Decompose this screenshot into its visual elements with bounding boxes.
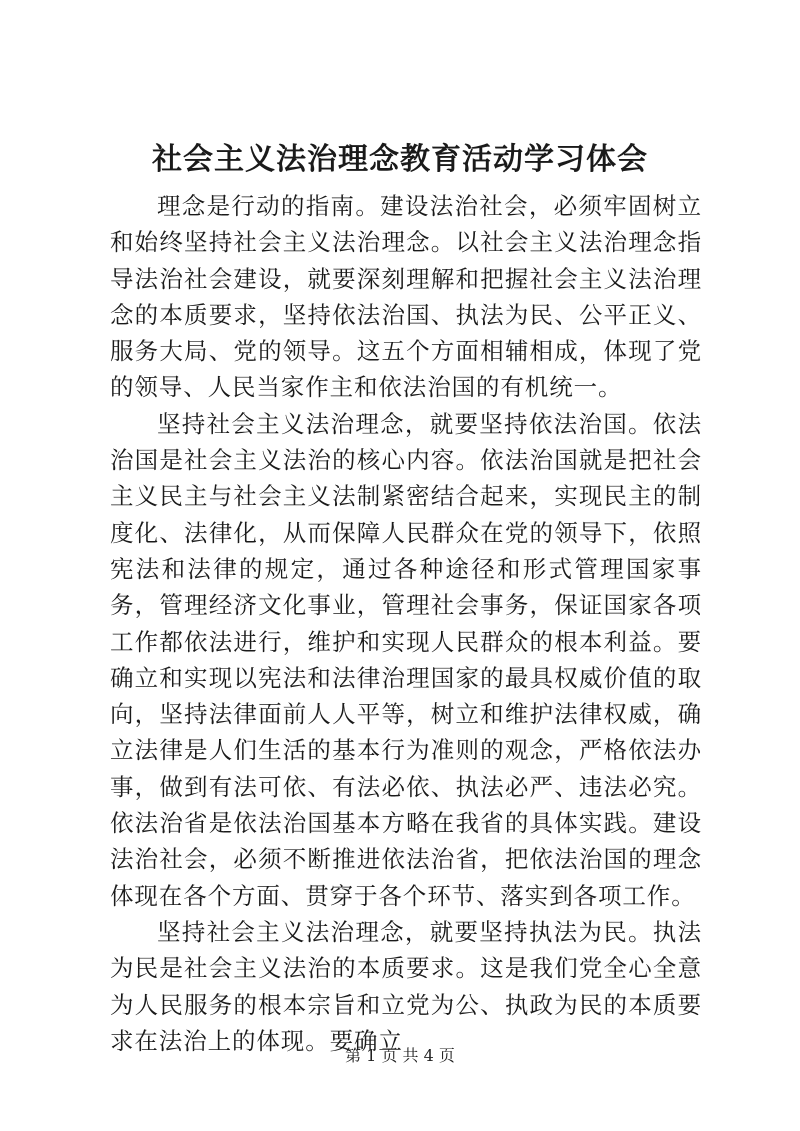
document-body [110,188,702,1059]
document-title: 社会主义法治理念教育活动学习体会 [152,142,648,177]
paragraph: 坚持社会主义法治理念，就要坚持依法治国。依法治国是社会主义法治的核心内容。依法治国就是把社会主义民主与社会主义法制紧密结合起来，实现民主的制度化、法律化，从而保障人民群众在党的领导下，依照宪法和法律的规定，通过各种途径和形式管理国家事务，管理经济文化事业，管理社会事务，保证国家各项工作都依法进行，维护和实现人民群众的根本利益。要确立和实现以宪法和法律治理国家的最具权威价值的取向，坚持法律面前人人平等，树立和维护法律权威，确立法律是人们生活的基本行为准则的观念，严格依法办事，做到有法可依、有法必依、执法必严、违法必究。依法治省是依法治国基本方略在我省的具体实践。建设法治社会，必须不断推进依法治省，把依法治国的理念体现在各个方面、贯穿于各个环节、落实到各项工作。 [110,409,702,910]
page-number-footer: 第 1 页 共 4 页 [345,1046,455,1065]
paragraph: 理念是行动的指南。建设法治社会，必须牢固树立和始终坚持社会主义法治理念。以社会主义法治理念指导法治社会建设，就要深刻理解和把握社会主义法治理念的本质要求，坚持依法治国、执法为民、公平正义、服务大局、党的领导。这五个方面相辅相成，体现了党的领导、人民当家作主和依法治国的有机统一。 [110,192,702,402]
paragraph: 坚持社会主义法治理念，就要坚持执法为民。执法为民是社会主义法治的本质要求。这是我们党全心全意为人民服务的根本宗旨和立党为公、执政为民的本质要求在法治上的体现。要确立 [110,917,702,1055]
